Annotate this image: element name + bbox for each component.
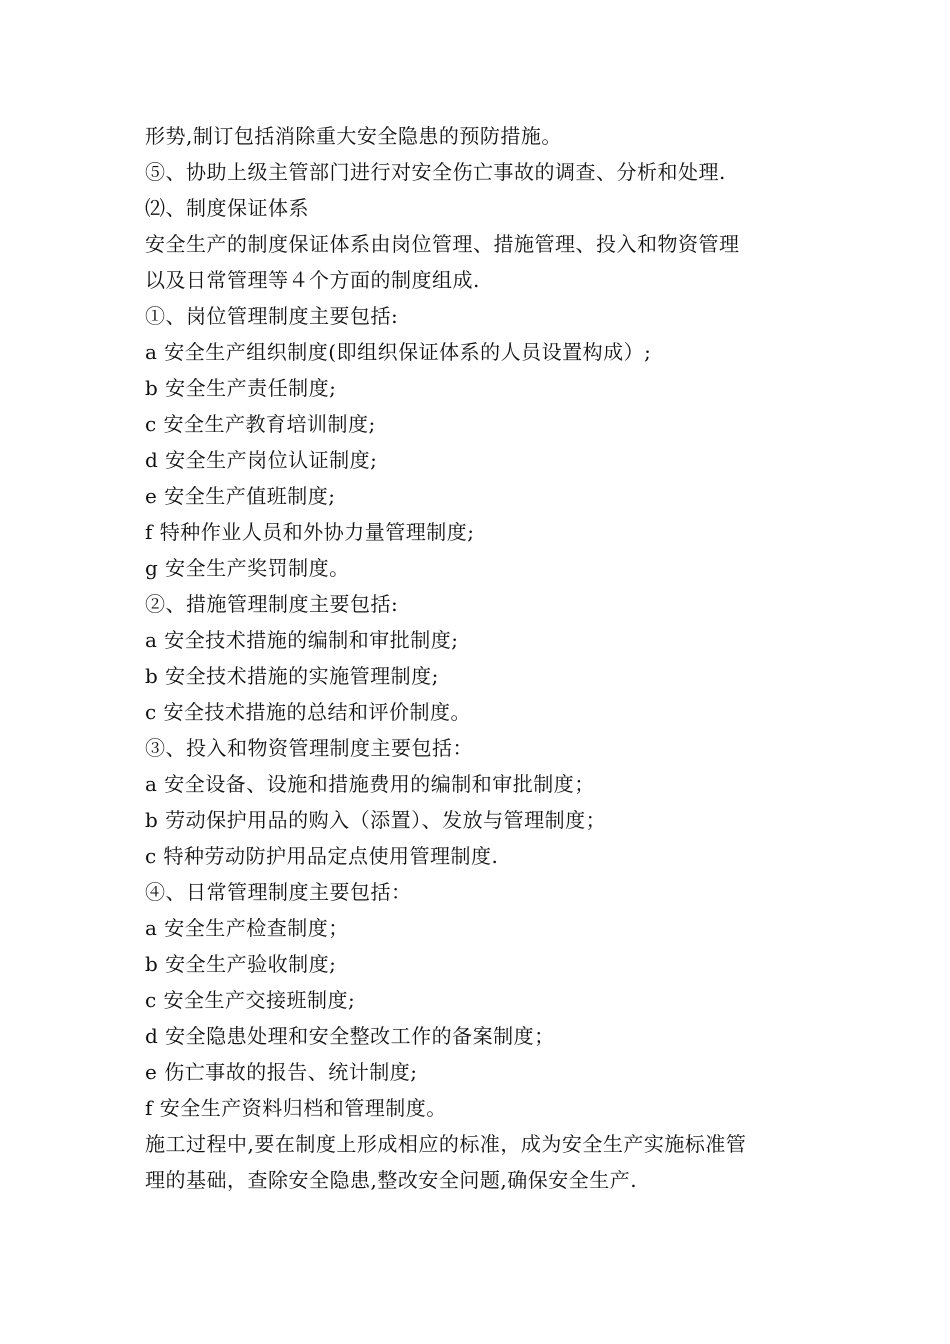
text-line: 安全生产的制度保证体系由岗位管理、措施管理、投入和物资管理 — [145, 232, 740, 256]
list-item: a 安全技术措施的编制和审批制度; — [145, 628, 459, 652]
list-item: c 安全生产教育培训制度; — [145, 412, 376, 436]
document-body — [145, 118, 825, 1198]
list-item: c 特种劳动防护用品定点使用管理制度. — [145, 844, 499, 868]
text-line: 形势,制订包括消除重大安全隐患的预防措施。 — [145, 124, 562, 148]
list-heading: ④、日常管理制度主要包括： — [145, 880, 412, 904]
list-item: b 安全技术措施的实施管理制度; — [145, 664, 439, 688]
list-item: d 安全生产岗位认证制度; — [145, 448, 378, 472]
list-item: g 安全生产奖罚制度。 — [145, 556, 350, 580]
text-line: 理的基础，查除安全隐患,整改安全问题,确保安全生产. — [145, 1168, 638, 1192]
list-heading: ②、措施管理制度主要包括: — [145, 592, 399, 616]
list-item: b 劳动保护用品的购入（添置）、发放与管理制度； — [145, 808, 607, 832]
list-item: b 安全生产责任制度; — [145, 376, 337, 400]
list-item: e 伤亡事故的报告、统计制度; — [145, 1060, 418, 1084]
text-line: ⑤、协助上级主管部门进行对安全伤亡事故的调查、分析和处理. — [145, 160, 726, 184]
text-line: 施工过程中,要在制度上形成相应的标准，成为安全生产实施标准管 — [145, 1132, 747, 1156]
list-item: c 安全生产交接班制度; — [145, 988, 356, 1012]
list-heading: ①、岗位管理制度主要包括: — [145, 304, 399, 328]
list-item: f 安全生产资料归档和管理制度。 — [145, 1096, 447, 1120]
text-line: 以及日常管理等４个方面的制度组成. — [145, 268, 480, 292]
list-heading: ③、投入和物资管理制度主要包括： — [145, 736, 473, 760]
list-item: b 安全生产验收制度; — [145, 952, 337, 976]
list-item: a 安全设备、设施和措施费用的编制和审批制度； — [145, 772, 595, 796]
list-item: e 安全生产值班制度; — [145, 484, 336, 508]
list-item: a 安全生产组织制度(即组织保证体系的人员设置构成）; — [145, 340, 652, 364]
list-item: d 安全隐患处理和安全整改工作的备案制度； — [145, 1024, 555, 1048]
list-item: c 安全技术措施的总结和评价制度。 — [145, 700, 472, 724]
list-item: a 安全生产检查制度； — [145, 916, 349, 940]
list-item: f 特种作业人员和外协力量管理制度; — [145, 520, 475, 544]
section-heading: ⑵、制度保证体系 — [145, 196, 309, 220]
